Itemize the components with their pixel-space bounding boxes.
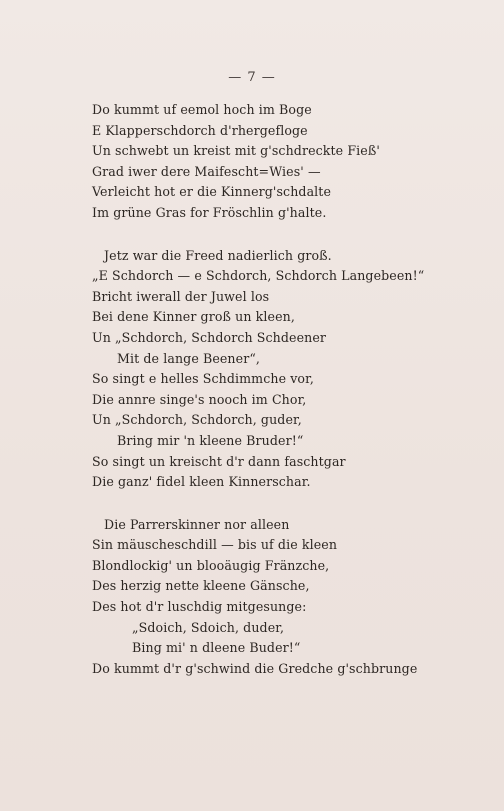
stanza-3 (92, 515, 418, 680)
poem-line: Grad iwer dere Maifescht=Wies' — (92, 163, 321, 179)
poem-line: Blondlockig' un blooäugig Fränzche, (92, 557, 330, 573)
poem-line: E Klapperschdorch d'rhergefloge (92, 122, 308, 138)
poem (92, 100, 425, 701)
poem-line: Im grüne Gras for Fröschlin g'halte. (92, 204, 327, 220)
poem-line: „Sdoich, Sdoich, duder, (132, 619, 285, 635)
poem-line: Des herzig nette kleene Gänsche, (92, 578, 310, 594)
stanza-1 (92, 100, 412, 224)
poem-line: „E Schdorch — e Schdorch, Schdorch Langebeen!“ (92, 268, 425, 284)
poem-line: So singt e helles Schdimmche vor, (92, 371, 314, 387)
poem-line: Bricht iwerall der Juwel los (92, 288, 270, 304)
poem-line: Bei dene Kinner groß un kleen, (92, 309, 295, 325)
poem-line: So singt un kreischt d'r dann faschtgar (92, 453, 346, 469)
poem-line: Bring mir 'n kleene Bruder!“ (117, 432, 304, 448)
poem-line: Die Parrerskinner nor alleen (104, 516, 290, 532)
poem-line: Mit de lange Beener“, (117, 350, 260, 366)
poem-line: Un „Schdorch, Schdorch, guder, (92, 412, 302, 428)
poem-line: Des hot d'r luschdig mitgesunge: (92, 599, 307, 615)
poem-line: Do kummt uf eemol hoch im Boge (92, 102, 312, 117)
poem-line: Jetz war die Freed nadierlich groß. (104, 247, 332, 263)
poem-line: Un „Schdorch, Schdorch Schdeener (92, 329, 327, 345)
stanza-2 (92, 246, 425, 493)
poem-line: Sin mäuscheschdill — bis uf die kleen (92, 537, 338, 553)
poem-line: Die ganz' fidel kleen Kinnerschar. (92, 474, 311, 490)
poem-line: Verleicht hot er die Kinnerg'schdalte (92, 184, 332, 200)
page-number: — 7 — (228, 70, 276, 85)
poem-line: Do kummt d'r g'schwind die Gredche g'schbrunge (92, 660, 418, 676)
poem-line: Die annre singe's nooch im Chor, (92, 391, 307, 407)
poem-line: Bing mi' n dleene Buder!“ (132, 640, 301, 656)
poem-line: Un schwebt un kreist mit g'schdreckte Fieß' (92, 143, 380, 159)
